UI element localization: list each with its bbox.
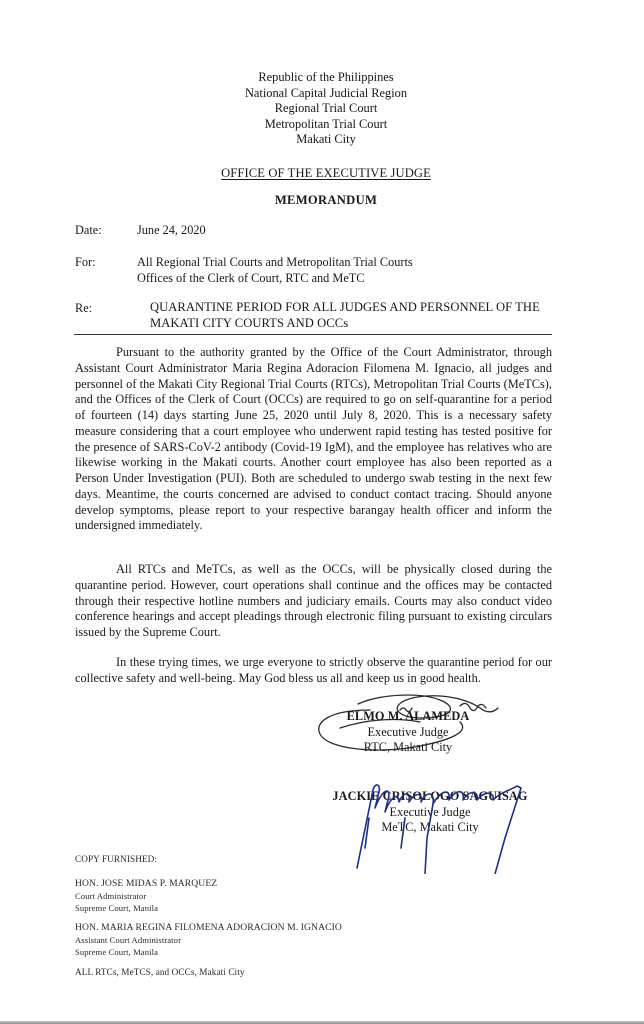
recipient-name: HON. JOSE MIDAS P. MARQUEZ: [75, 878, 218, 889]
signatory-office: MeTC, Makati City: [381, 820, 479, 835]
office-heading: OFFICE OF THE EXECUTIVE JUDGE: [221, 166, 431, 180]
signatory-block: [338, 709, 478, 756]
letterhead-line: Metropolitan Trial Court: [264, 116, 388, 131]
signatory-block: [315, 789, 545, 836]
letterhead-line: Makati City: [296, 132, 356, 147]
date-label: Date:: [75, 223, 102, 237]
for-line: All Regional Trial Courts and Metropolitan Trial Courts: [137, 255, 413, 269]
recipient-office: Supreme Court, Manila: [75, 947, 159, 957]
body-paragraph: [75, 345, 552, 534]
recipient-title: Assistant Court Administrator: [75, 935, 182, 945]
recipient-office: Supreme Court, Manila: [75, 903, 159, 913]
copy-recipient: [75, 922, 342, 958]
body-paragraph: [75, 562, 552, 641]
recipient-name: HON. MARIA REGINA FILOMENA ADORACION M. IGNACIO: [75, 922, 342, 933]
subject-label: Re:: [75, 301, 93, 315]
letterhead-line: Republic of the Philippines: [258, 70, 394, 84]
paragraph-text: Pursuant to the authority granted by the Office of the Court Administrator, through Assistant Court Administrator Maria Regina Adoracion Filomena M. Ignacio, all judges and personnel of the Makati City Regional Trial Courts (RTCs), Metropolitan Trial Courts (MeTCs), and the Offices of the Clerk of Court (OCCs) are required to go on self-quarantine for a period of fourteen (14) days starting June 25, 2020 until July 8, 2020. This is a necessary safety measure considering that a court employee who underwent rapid testing has tested positive for the presence of SARS-CoV-2 antibody (Covid-19 IgM), and the employee has relatives who are likewise working in the Makati courts. Another court employee has also been reported as a Person Under Investigation (PUI). Both are scheduled to undergo swab testing in the next few days. Meantime, the courts concerned are advised to conduct contact tracing. Should anyone develop symptoms, please report to your respective barangay health officer and inform the undersigned immediately.: [75, 345, 552, 533]
copy-other-recipients: ALL RTCs, MeTCS, and OCCs, Makati City: [75, 967, 245, 977]
signatory-name: JACKIE CRISOLOGO SAGUISAG: [332, 789, 528, 803]
letterhead-line: National Capital Judicial Region: [244, 85, 408, 100]
signatory-position: Executive Judge: [367, 724, 449, 739]
date-value: June 24, 2020: [137, 223, 206, 237]
paragraph-text: In these trying times, we urge everyone to strictly observe the quarantine period for our collective safety and well-being. May God bless us all and keep us in good health.: [75, 655, 552, 685]
subject-divider: [74, 334, 552, 335]
letterhead-line: Regional Trial Court: [274, 101, 378, 116]
document-title: MEMORANDUM: [274, 193, 378, 207]
subject-value: [150, 300, 540, 332]
copy-furnished-heading: COPY FURNISHED:: [75, 854, 158, 864]
paragraph-text: All RTCs and MeTCs, as well as the OCCs, will be physically closed during the quarantine period. However, court operations shall continue and the offices may be contacted through their respective hotline numbers and judiciary emails. Courts may also conduct video conference hearings and accept pleadings through electronic filing pursuant to existing circulars issued by the Supreme Court.: [75, 562, 552, 639]
for-line: Offices of the Clerk of Court, RTC and MeTC: [137, 270, 365, 285]
recipient-title: Court Administrator: [75, 891, 147, 901]
subject-line: QUARANTINE PERIOD FOR ALL JUDGES AND PERSONNEL OF THE: [150, 300, 540, 314]
signatory-name: ELMO M. ALAMEDA: [346, 709, 470, 723]
for-value: [137, 255, 413, 286]
signatory-position: Executive Judge: [389, 804, 471, 819]
subject-line: MAKATI CITY COURTS AND OCCs: [150, 315, 349, 330]
letterhead: [150, 70, 502, 148]
for-label: For:: [75, 255, 96, 269]
signatory-office: RTC, Makati City: [363, 740, 453, 755]
body-paragraph: [75, 655, 552, 687]
copy-recipient: [75, 878, 217, 914]
